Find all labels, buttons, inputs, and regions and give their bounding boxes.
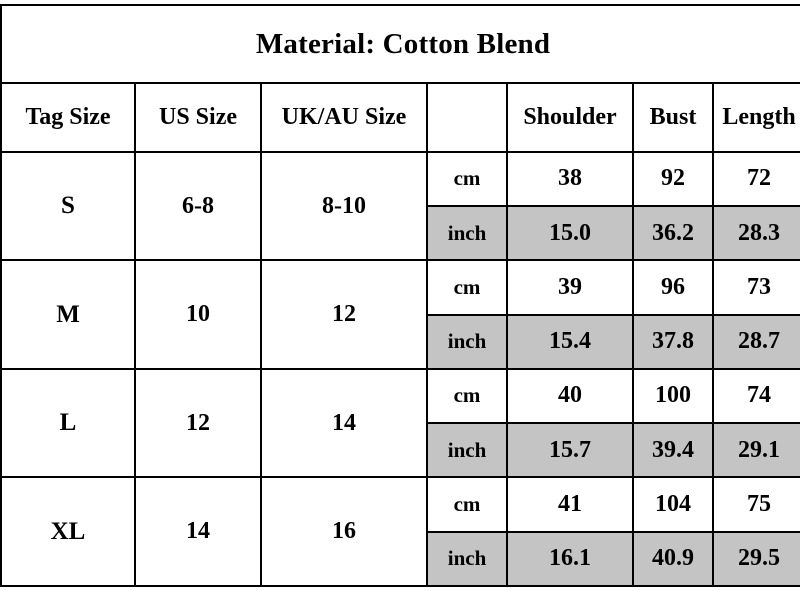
cell-shoulder-cm: 38 (507, 152, 633, 206)
column-header-uk-au-size: UK/AU Size (261, 83, 427, 151)
cell-bust-inch: 36.2 (633, 206, 713, 260)
cell-bust-cm: 96 (633, 260, 713, 314)
cell-unit-inch: inch (427, 532, 507, 586)
cell-unit-cm: cm (427, 260, 507, 314)
cell-shoulder-inch: 16.1 (507, 532, 633, 586)
cell-us-size: 12 (135, 369, 261, 478)
table-row (1, 477, 800, 531)
cell-shoulder-cm: 39 (507, 260, 633, 314)
cell-length-cm: 75 (713, 477, 800, 531)
cell-unit-cm: cm (427, 477, 507, 531)
cell-us-size: 6-8 (135, 152, 261, 261)
cell-tag-size: M (1, 260, 135, 369)
cell-shoulder-cm: 40 (507, 369, 633, 423)
cell-unit-cm: cm (427, 152, 507, 206)
cell-bust-cm: 100 (633, 369, 713, 423)
cell-shoulder-inch: 15.4 (507, 315, 633, 369)
cell-unit-inch: inch (427, 315, 507, 369)
table-row (1, 152, 800, 206)
cell-length-inch: 28.7 (713, 315, 800, 369)
cell-bust-inch: 37.8 (633, 315, 713, 369)
cell-us-size: 10 (135, 260, 261, 369)
table-title-row (1, 5, 800, 83)
cell-bust-inch: 40.9 (633, 532, 713, 586)
cell-shoulder-inch: 15.0 (507, 206, 633, 260)
column-header-us-size: US Size (135, 83, 261, 151)
cell-bust-inch: 39.4 (633, 423, 713, 477)
column-header-length: Length (713, 83, 800, 151)
cell-bust-cm: 92 (633, 152, 713, 206)
table-header-row (1, 83, 800, 151)
cell-uk-au-size: 8-10 (261, 152, 427, 261)
cell-length-inch: 29.5 (713, 532, 800, 586)
column-header-shoulder: Shoulder (507, 83, 633, 151)
column-header-unit (427, 83, 507, 151)
cell-unit-inch: inch (427, 423, 507, 477)
cell-length-cm: 73 (713, 260, 800, 314)
cell-bust-cm: 104 (633, 477, 713, 531)
cell-shoulder-inch: 15.7 (507, 423, 633, 477)
size-chart-table (0, 4, 800, 587)
column-header-tag-size: Tag Size (1, 83, 135, 151)
cell-tag-size: XL (1, 477, 135, 586)
cell-unit-inch: inch (427, 206, 507, 260)
column-header-bust: Bust (633, 83, 713, 151)
table-row (1, 369, 800, 423)
cell-uk-au-size: 14 (261, 369, 427, 478)
cell-length-cm: 72 (713, 152, 800, 206)
cell-uk-au-size: 12 (261, 260, 427, 369)
cell-shoulder-cm: 41 (507, 477, 633, 531)
cell-us-size: 14 (135, 477, 261, 586)
cell-tag-size: L (1, 369, 135, 478)
cell-length-cm: 74 (713, 369, 800, 423)
cell-unit-cm: cm (427, 369, 507, 423)
page-title: Material: Cotton Blend (1, 5, 800, 83)
cell-uk-au-size: 16 (261, 477, 427, 586)
cell-length-inch: 29.1 (713, 423, 800, 477)
cell-length-inch: 28.3 (713, 206, 800, 260)
cell-tag-size: S (1, 152, 135, 261)
table-row (1, 260, 800, 314)
